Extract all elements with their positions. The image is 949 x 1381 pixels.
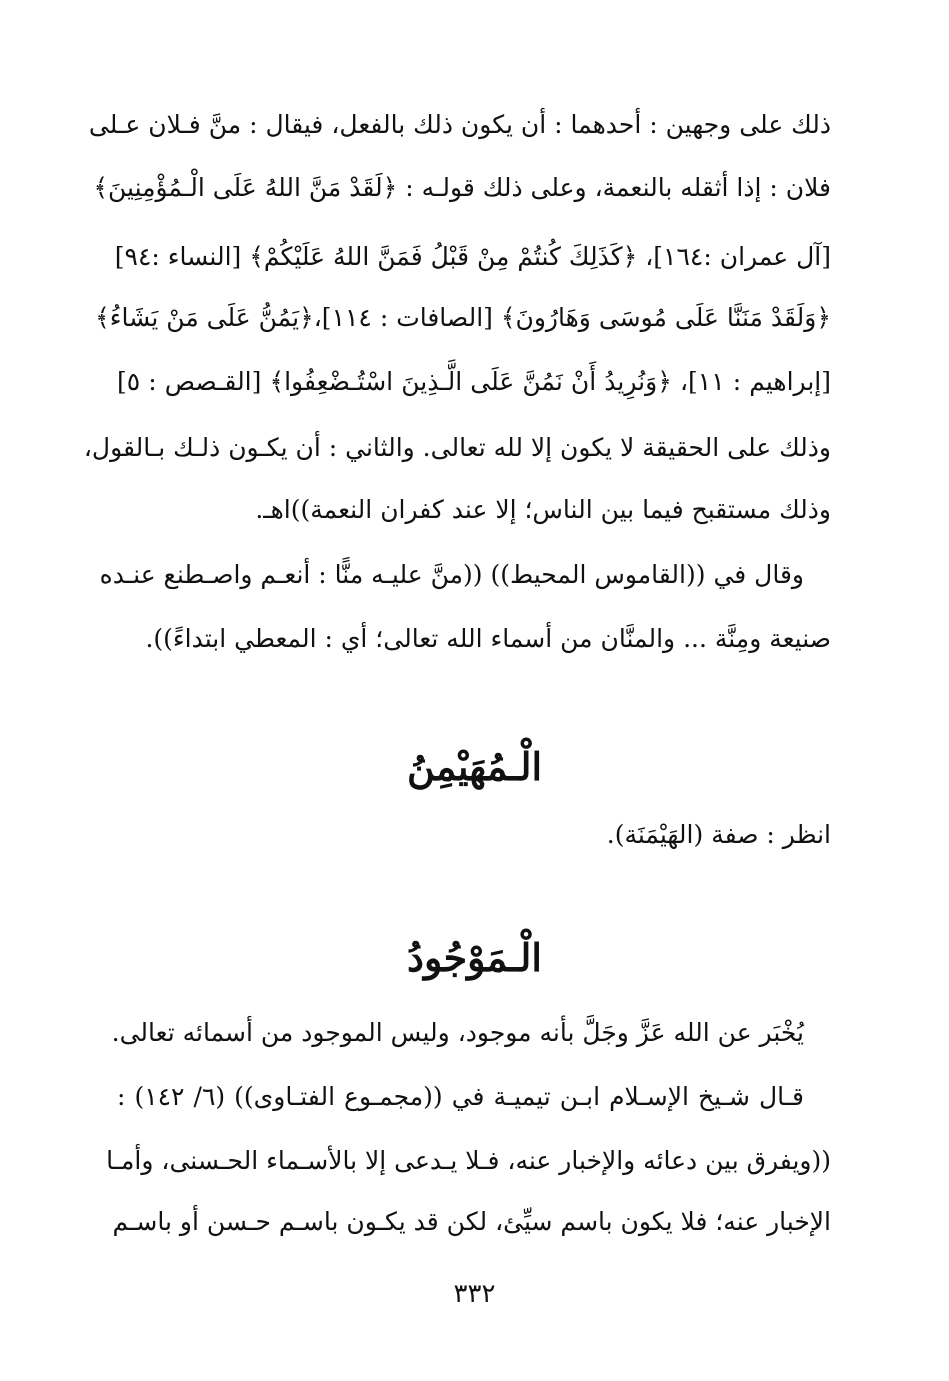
- paragraph-line: يُخْبَر عن الله عَزَّ وجَلَّ بأنه موجود، وليس الموجود من أسمائه تعالى.: [111, 1018, 804, 1047]
- cross-reference: انظر : صفة (الهَيْمَنَة).: [606, 820, 831, 849]
- paragraph-line: صنيعة ومِنَّة ... والمنَّان من أسماء الله تعالى؛ أي : المعطي ابتداءً)).: [145, 624, 831, 653]
- paragraph-line: [آل عمران :١٦٤]، ﴿كَذَلِكَ كُنتُمْ مِنْ قَبْلُ فَمَنَّ اللهُ عَلَيْكُمْ﴾ [النساء :٩٤]: [114, 242, 831, 271]
- paragraph-line: ذلك على وجهين : أحدهما : أن يكون ذلك بالفعل، فيقال : منَّ فـلان عـلى: [88, 110, 831, 139]
- paragraph-line: وذلك مستقبح فيما بين الناس؛ إلا عند كفران النعمة))اهـ.: [255, 495, 831, 524]
- paragraph-line: الإخبار عنه؛ فلا يكون باسم سيِّئ، لكن قد يكـون باسـم حـسن أو باسـم: [112, 1207, 831, 1236]
- page-number: ٣٣٢: [453, 1279, 496, 1309]
- paragraph-line: ((ويفرق بين دعائه والإخبار عنه، فـلا يـدعى إلا بالأسـماء الحـسنى، وأمـا: [106, 1146, 831, 1175]
- paragraph-line: وذلك على الحقيقة لا يكون إلا لله تعالى. والثاني : أن يكـون ذلـك بـالقول،: [83, 433, 831, 462]
- paragraph-line: ﴿وَلَقَدْ مَنَنَّا عَلَى مُوسَى وَهَارُونَ﴾ [الصافات : ١١٤]،﴿يَمُنُّ عَلَى مَنْ يَشَاءُ﴾: [95, 303, 831, 332]
- paragraph-line: وقال في ((القاموس المحيط)) ((منَّ عليـه منًّا : أنعـم واصـطنع عنـده: [99, 560, 804, 589]
- paragraph-line: [إبراهيم : ١١]، ﴿وَنُرِيدُ أَنْ نَمُنَّ عَلَى الَّـذِينَ اسْتُـضْعِفُوا﴾ [القـصص : ٥]: [117, 367, 831, 396]
- section-heading: الْـمَوْجُودُ: [407, 935, 542, 980]
- paragraph-line: قـال شـيخ الإسـلام ابـن تيميـة في ((مجمـوع الفتـاوى)) (٦/ ١٤٢) :: [117, 1082, 804, 1111]
- paragraph-line: فلان : إذا أثقله بالنعمة، وعلى ذلك قولـه : ﴿لَقَدْ مَنَّ اللهُ عَلَى الْـمُؤْمِنِينَ﴾: [93, 173, 831, 202]
- section-heading: الْـمُهَيْمِنُ: [406, 744, 543, 789]
